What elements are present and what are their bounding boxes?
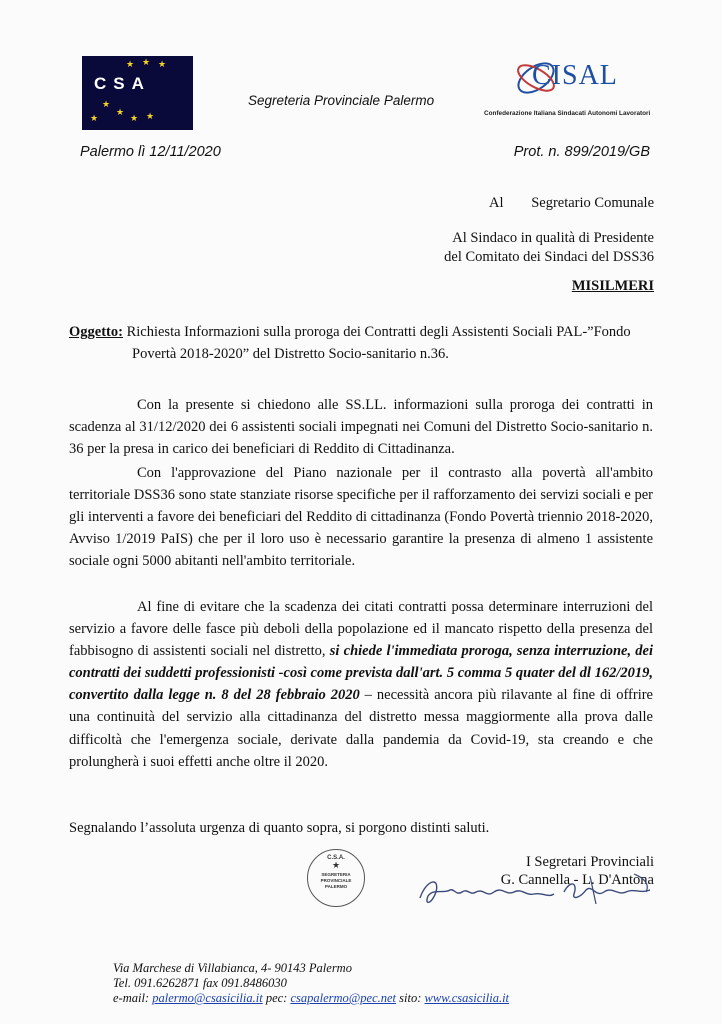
paragraph-2: Con l'approvazione del Piano nazionale per il contrasto alla povertà all'ambito territoriale DSS36 sono state stanziate risorse specifiche per il rafforzamento dei servizi sociali e per gli interventi a favore dei beneficiari del Reddito di cittadinanza (Fondo Povertà triennio 2018-2020, Avviso 1/2019 PaIS) che per il loro uso è necessario garantire la presenza di almeno 1 assistente sociale ogni 5000 abitanti nell'ambito territoriale. [69,465,653,570]
logo-star-icon: ★ [158,59,167,69]
csa-logo-text: CSA [94,74,151,93]
logo-star-icon: ★ [126,59,135,69]
logo-star-icon: ★ [90,113,99,123]
stamp-star-icon: ★ [331,860,341,870]
closing-line: Segnalando l’assoluta urgenza di quanto sopra, si porgono distinti saluti. [69,820,490,836]
signature-title: I Segretari Provinciali [525,854,654,870]
logo-star-icon: ★ [142,57,151,67]
recipient-mayor [444,229,654,267]
paragraph-3-bold: si chiede l'immediata proroga, senza interruzione, dei contratti dei suddetti professionisti -così come prevista dall'art. 5 comma 5 quater del dl 162/2019, convertito dalla legge n. 8 del 28 febbraio 2020 [69,643,654,704]
signature-names: G. Cannella - L. D'Antona [500,872,654,888]
paragraph-1: Con la presente si chiedono alle SS.LL. informazioni sulla proroga dei contratti in scadenza al 31/12/2020 dei 6 assistenti sociali impegnati nei Comuni del Distretto Socio-sanitario n. 36 per la presa in carico dei beneficiari di Reddito di Cittadinanza. [69,397,653,458]
secretariat-label: Segreteria Provinciale Palermo [248,93,435,108]
footer-pec-link[interactable]: csapalermo@pec.net [290,991,397,1005]
logo-star-icon: ★ [146,111,155,121]
footer-block [113,961,509,1006]
subject-block [69,321,659,365]
stamp-line1: SEGRETERIA [321,872,351,877]
subject-line2: Povertà 2018-2020” del Distretto Socio-sanitario n.36. [132,346,449,362]
subject-label: Oggetto: [69,324,123,340]
footer-address: Via Marchese di Villabianca, 4- 90143 Palermo [113,961,352,975]
footer-email-link[interactable]: palermo@csasicilia.it [152,991,263,1005]
footer-phone: Tel. 091.6262871 fax 091.8486030 [113,976,287,990]
stamp-line2: PROVINCIALE [320,878,352,883]
logo-star-icon: ★ [116,107,125,117]
csa-logo [82,56,193,130]
subject-line1: Richiesta Informazioni sulla proroga dei Contratti degli Assistenti Sociali PAL-”Fondo [126,324,631,340]
cisal-logo [484,52,674,122]
stamp-top-text: C.S.A. [327,855,345,861]
official-stamp [307,849,365,907]
footer-site-label: sito: [396,991,425,1005]
footer-email-label: e-mail: [113,991,153,1005]
stamp-line3: PALERMO [324,884,348,889]
paragraph-3-start: Al fine di evitare che la scadenza dei citati contratti possa determinare interruzioni del servizio a favore delle fasce più deboli della popolazione ed il mancato rispetto della presenza del fabbisogno di assistenti sociali nel distretto, [69,599,653,660]
recipient-prefix: Al [489,195,504,211]
place-date: Palermo lì 12/11/2020 [80,144,221,160]
protocol-number: Prot. n. 899/2019/GB [513,144,650,160]
handwritten-signature-icon [414,870,694,918]
cisal-subtitle: Confederazione Italiana Sindacati Autonomi Lavoratori [484,110,651,117]
paragraph-3 [69,596,653,773]
footer-pec-label: pec: [262,991,291,1005]
recipient-mayor-line2: del Comitato dei Sindaci del DSS36 [444,249,654,265]
recipient-city: MISILMERI [571,278,654,294]
footer-contacts [113,991,509,1006]
recipient-secretary: Segretario Comunale [531,195,654,211]
cisal-logo-text: CISAL [532,60,618,91]
paragraph-3-end: – necessità ancora più rilavante al fine di offrire una continuità del servizio alla cittadinanza del distretto messa maggiormente alla prova dalle difficoltà che l'emergenza sociale, derivate dalla pandemia da Covid-19, sta creando e che prolungherà i suoi effetti anche oltre il 2020. [69,687,653,770]
recipient-mayor-line1: Al Sindaco in qualità di Presidente [452,230,654,246]
logo-star-icon: ★ [102,99,111,109]
footer-site-link[interactable]: www.csasicilia.it [424,991,510,1005]
logo-star-icon: ★ [130,113,139,123]
